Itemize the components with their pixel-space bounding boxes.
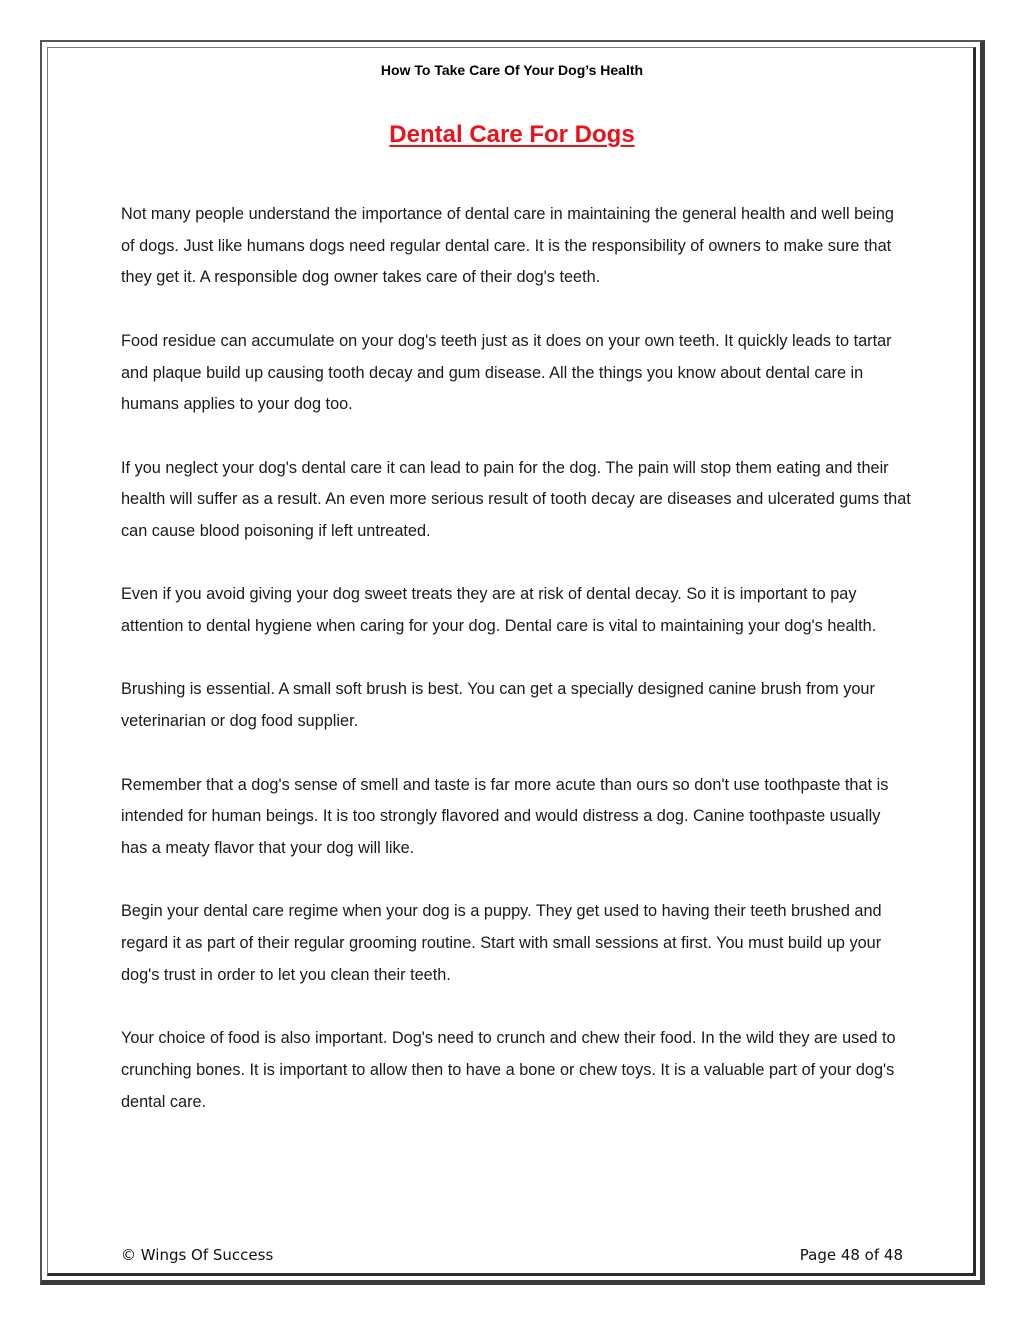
paragraph: Remember that a dog's sense of smell and taste is far more acute than ours so don't use toothpaste that is intended for human beings. It is too strongly flavored and would distress a dog. Canine toothpaste usually has a meaty flavor that your dog will like.	[121, 775, 889, 857]
paragraph: Begin your dental care regime when your dog is a puppy. They get used to having their teeth brushed and regard it as part of their regular grooming routine. Start with small sessions at first. You must build up your dog's trust in order to let you clean their teeth.	[121, 902, 882, 984]
running-header: How To Take Care Of Your Dog’s Health	[380, 62, 644, 78]
footer-page-number: Page 48 of 48	[799, 1246, 903, 1264]
footer-copyright: © Wings Of Success	[121, 1246, 274, 1264]
page-title: Dental Care For Dogs	[389, 121, 635, 148]
paragraph: Not many people understand the importance of dental care in maintaining the general health and well being of dogs. Just like humans dogs need regular dental care. It is the responsibility of owners to make sure that they get it. A responsible dog owner takes care of their dog's teeth.	[121, 205, 894, 287]
paragraph: If you neglect your dog's dental care it can lead to pain for the dog. The pain will stop them eating and their health will suffer as a result. An even more serious result of tooth decay are diseases and ulcerated gums that can cause blood poisoning if left untreated.	[121, 458, 911, 540]
paragraph: Your choice of food is also important. Dog's need to crunch and chew their food. In the wild they are used to crunching bones. It is important to allow then to have a bone or chew toys. It is a valuable part of your dog's dental care.	[121, 1029, 896, 1111]
paragraph: Even if you avoid giving your dog sweet treats they are at risk of dental decay. So it is important to pay attention to dental hygiene when caring for your dog. Dental care is vital to maintaining your dog's health.	[121, 585, 877, 636]
paragraph: Brushing is essential. A small soft brush is best. You can get a specially designed canine brush from your veterinarian or dog food supplier.	[121, 680, 875, 731]
paragraph: Food residue can accumulate on your dog's teeth just as it does on your own teeth. It quickly leads to tartar and plaque build up causing tooth decay and gum disease. All the things you know about dental care in humans applies to your dog too.	[121, 331, 892, 414]
article-body	[121, 199, 911, 1150]
